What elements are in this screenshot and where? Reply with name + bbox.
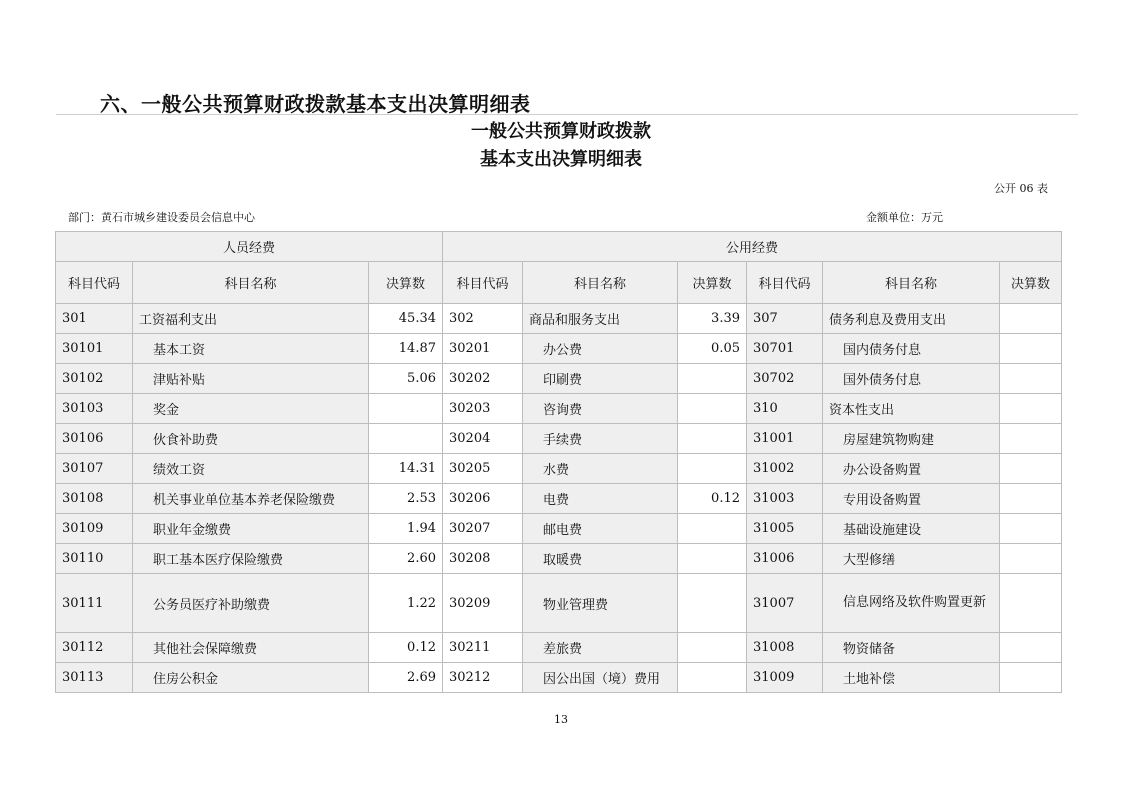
amount-cell <box>678 633 747 663</box>
table-row <box>56 663 1062 693</box>
name-cell: 绩效工资 <box>133 454 369 484</box>
amount-cell <box>678 364 747 394</box>
code-cell: 302 <box>443 304 523 334</box>
amount-cell <box>1000 633 1062 663</box>
name-cell: 水费 <box>523 454 678 484</box>
name-cell: 国外债务付息 <box>823 364 1000 394</box>
amount-unit-label: 金额单位：万元 <box>866 211 943 224</box>
amount-cell <box>678 663 747 693</box>
amount-cell <box>678 514 747 544</box>
name-cell: 其他社会保障缴费 <box>133 633 369 663</box>
code-cell: 31003 <box>747 484 823 514</box>
code-cell: 310 <box>747 394 823 424</box>
amount-cell <box>1000 364 1062 394</box>
name-cell: 职业年金缴费 <box>133 514 369 544</box>
name-cell: 差旅费 <box>523 633 678 663</box>
code-cell: 30206 <box>443 484 523 514</box>
amount-cell: 2.53 <box>369 484 443 514</box>
code-cell: 30701 <box>747 334 823 364</box>
amount-cell: 0.12 <box>369 633 443 663</box>
name-cell: 资本性支出 <box>823 394 1000 424</box>
code-cell: 30109 <box>56 514 133 544</box>
code-cell: 31001 <box>747 424 823 454</box>
name-cell: 奖金 <box>133 394 369 424</box>
amount-cell: 0.05 <box>678 334 747 364</box>
code-cell: 30108 <box>56 484 133 514</box>
table-row <box>56 633 1062 663</box>
name-cell: 咨询费 <box>523 394 678 424</box>
name-cell: 办公设备购置 <box>823 454 1000 484</box>
code-cell: 31008 <box>747 633 823 663</box>
code-cell: 30107 <box>56 454 133 484</box>
name-cell: 房屋建筑物购建 <box>823 424 1000 454</box>
code-cell: 30112 <box>56 633 133 663</box>
code-cell: 31009 <box>747 663 823 693</box>
amount-cell: 45.34 <box>369 304 443 334</box>
amount-cell <box>1000 663 1062 693</box>
code-cell: 30204 <box>443 424 523 454</box>
name-cell: 大型修缮 <box>823 544 1000 574</box>
code-cell: 30208 <box>443 544 523 574</box>
code-cell: 31005 <box>747 514 823 544</box>
group-header-personnel: 人员经费 <box>56 232 443 262</box>
code-cell: 30103 <box>56 394 133 424</box>
amount-cell: 14.31 <box>369 454 443 484</box>
department-label: 部门：黄石市城乡建设委员会信息中心 <box>68 211 255 224</box>
table-row <box>56 394 1062 424</box>
amount-cell <box>369 424 443 454</box>
amount-cell <box>1000 454 1062 484</box>
amount-cell <box>1000 304 1062 334</box>
name-cell: 住房公积金 <box>133 663 369 693</box>
title-line-2: 基本支出决算明细表 <box>480 149 642 170</box>
column-header-code: 科目代码 <box>443 262 523 304</box>
code-cell: 30207 <box>443 514 523 544</box>
code-cell: 30205 <box>443 454 523 484</box>
name-cell: 机关事业单位基本养老保险缴费 <box>133 484 369 514</box>
table-row <box>56 544 1062 574</box>
amount-cell: 14.87 <box>369 334 443 364</box>
name-cell: 电费 <box>523 484 678 514</box>
expenditure-table <box>55 231 1062 693</box>
amount-cell: 2.69 <box>369 663 443 693</box>
title-line-1: 一般公共预算财政拨款 <box>471 121 651 142</box>
column-header-name: 科目名称 <box>823 262 1000 304</box>
code-cell: 30211 <box>443 633 523 663</box>
amount-cell <box>678 424 747 454</box>
code-cell: 31002 <box>747 454 823 484</box>
amount-cell <box>1000 574 1062 633</box>
table-row <box>56 574 1062 633</box>
name-cell: 取暖费 <box>523 544 678 574</box>
name-cell: 手续费 <box>523 424 678 454</box>
amount-cell: 3.39 <box>678 304 747 334</box>
column-header-code: 科目代码 <box>56 262 133 304</box>
table-row <box>56 484 1062 514</box>
name-cell: 物资储备 <box>823 633 1000 663</box>
name-cell: 物业管理费 <box>523 574 678 633</box>
column-header-amount: 决算数 <box>1000 262 1062 304</box>
table-row <box>56 424 1062 454</box>
code-cell: 30702 <box>747 364 823 394</box>
name-cell: 专用设备购置 <box>823 484 1000 514</box>
amount-cell <box>678 454 747 484</box>
name-cell: 印刷费 <box>523 364 678 394</box>
name-cell: 职工基本医疗保险缴费 <box>133 544 369 574</box>
amount-cell <box>678 574 747 633</box>
amount-cell <box>678 544 747 574</box>
table-row <box>56 514 1062 544</box>
code-cell: 30110 <box>56 544 133 574</box>
name-cell: 土地补偿 <box>823 663 1000 693</box>
code-cell: 30102 <box>56 364 133 394</box>
name-cell: 因公出国（境）费用 <box>523 663 678 693</box>
name-cell: 津贴补贴 <box>133 364 369 394</box>
group-header-public: 公用经费 <box>443 232 1062 262</box>
name-cell: 债务利息及费用支出 <box>823 304 1000 334</box>
amount-cell: 1.22 <box>369 574 443 633</box>
code-cell: 30201 <box>443 334 523 364</box>
section-title: 六、一般公共预算财政拨款基本支出决算明细表 <box>100 92 531 116</box>
amount-cell <box>678 394 747 424</box>
code-cell: 30113 <box>56 663 133 693</box>
name-cell: 基础设施建设 <box>823 514 1000 544</box>
code-cell: 307 <box>747 304 823 334</box>
form-number: 公开 06 表 <box>994 182 1048 195</box>
column-header-amount: 决算数 <box>369 262 443 304</box>
column-header-name: 科目名称 <box>133 262 369 304</box>
code-cell: 30212 <box>443 663 523 693</box>
name-cell: 信息网络及软件购置更新 <box>823 574 1000 633</box>
table-row <box>56 304 1062 334</box>
name-cell: 工资福利支出 <box>133 304 369 334</box>
column-header-code: 科目代码 <box>747 262 823 304</box>
name-cell: 商品和服务支出 <box>523 304 678 334</box>
amount-cell: 1.94 <box>369 514 443 544</box>
name-cell: 伙食补助费 <box>133 424 369 454</box>
table-row <box>56 364 1062 394</box>
column-header-name: 科目名称 <box>523 262 678 304</box>
code-cell: 31007 <box>747 574 823 633</box>
amount-cell <box>1000 544 1062 574</box>
name-cell: 国内债务付息 <box>823 334 1000 364</box>
amount-cell: 2.60 <box>369 544 443 574</box>
code-cell: 30111 <box>56 574 133 633</box>
code-cell: 31006 <box>747 544 823 574</box>
amount-cell: 0.12 <box>678 484 747 514</box>
table-row <box>56 334 1062 364</box>
amount-cell <box>1000 334 1062 364</box>
amount-cell <box>1000 394 1062 424</box>
document-title <box>0 118 1122 174</box>
code-cell: 30101 <box>56 334 133 364</box>
name-cell: 办公费 <box>523 334 678 364</box>
section-divider <box>56 114 1078 115</box>
name-cell: 邮电费 <box>523 514 678 544</box>
page-number: 13 <box>554 713 568 726</box>
name-cell: 公务员医疗补助缴费 <box>133 574 369 633</box>
code-cell: 30202 <box>443 364 523 394</box>
name-cell: 基本工资 <box>133 334 369 364</box>
code-cell: 301 <box>56 304 133 334</box>
amount-cell <box>1000 484 1062 514</box>
code-cell: 30106 <box>56 424 133 454</box>
table-row <box>56 454 1062 484</box>
amount-cell <box>369 394 443 424</box>
code-cell: 30209 <box>443 574 523 633</box>
amount-cell <box>1000 424 1062 454</box>
amount-cell: 5.06 <box>369 364 443 394</box>
column-header-amount: 决算数 <box>678 262 747 304</box>
amount-cell <box>1000 514 1062 544</box>
code-cell: 30203 <box>443 394 523 424</box>
